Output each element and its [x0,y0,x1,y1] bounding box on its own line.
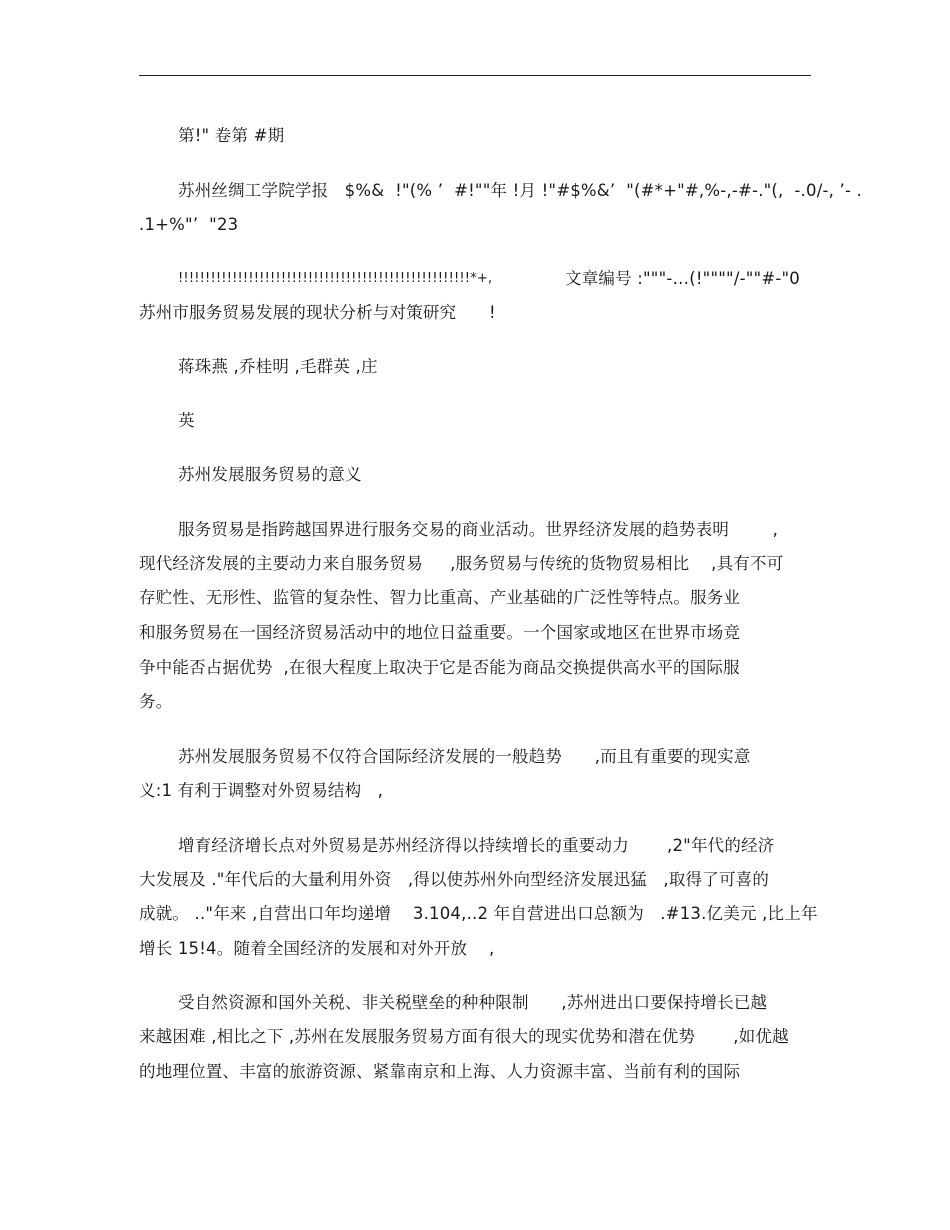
journal-info-line-2: .1+%"’ "23 [139,215,239,234]
paragraph-3-line: 增长 15!4。随着全国经济的发展和对外开放 , [139,939,495,958]
separator-marks: !!!!!!!!!!!!!!!!!!!!!!!!!!!!!!!!!!!!!!!!!!!!!!!!!!!!!!*+, [178,271,493,286]
paragraph-4-line: 受自然资源和国外关税、非关税壁垒的种种限制 ,苏州进出口要保持增长已越 [178,993,768,1012]
paragraph-1-line: 和服务贸易在一国经济贸易活动中的地位日益重要。一个国家或地区在世界市场竞 [139,623,741,642]
paragraph-1-line: 存贮性、无形性、监管的复杂性、智力比重高、产业基础的广泛性等特点。服务业 [139,588,741,607]
paragraph-1-line: 争中能否占据优势 ,在很大程度上取决于它是否能为商品交换提供高水平的国际服 [139,658,740,677]
article-title: 苏州市服务贸易发展的现状分析与对策研究 ! [139,303,496,322]
paragraph-4-line: 的地理位置、丰富的旅游资源、紧靠南京和上海、人力资源丰富、当前有利的国际 [139,1062,741,1081]
journal-info-line-1: 苏州丝绸工学院学报 $%& !"(% ’ #!""年 !月 !"#$%&’ "(#*+"#,%-,-#-."(, ‐.0/-, ’- . [178,181,862,200]
paragraph-1-line: 现代经济发展的主要动力来自服务贸易 ,服务贸易与传统的货物贸易相比 ,具有不可 [139,554,784,573]
paragraph-2-line: 苏州发展服务贸易不仅符合国际经济发展的一般趋势 ,而且有重要的现实意 [178,747,751,766]
paragraph-4-line: 来越困难 ,相比之下 ,苏州在发展服务贸易方面有很大的现实优势和潜在优势 ,如优越 [139,1027,789,1046]
paragraph-1-line: 服务贸易是指跨越国界进行服务交易的商业活动。世界经济发展的趋势表明 , [178,520,779,539]
paragraph-1-line: 务。 [139,692,173,711]
paragraph-3-line: 成就。 .."年来 ,自营出口年均递增 3.104,..2 年自营进出口总额为 .#13.亿美元 ,比上年 [139,904,818,923]
paragraph-3-line: 大发展及 ."年代后的大量利用外资 ,得以使苏州外向型经济发展迅猛 ,取得了可喜的 [139,870,770,889]
authors-line-1: 蒋珠燕 ,乔桂明 ,毛群英 ,庄 [178,357,378,376]
header-rule [139,75,811,76]
section-heading: 苏州发展服务贸易的意义 [178,465,362,484]
paragraph-2-line: 义:1 有利于调整对外贸易结构 , [139,781,384,800]
volume-issue: 第!" 卷第 #期 [178,126,285,145]
article-number: 文章编号 :"""-…(!""""/-""#-"0 [565,269,800,288]
authors-line-2: 英 [178,411,195,430]
paragraph-3-line: 增育经济增长点对外贸易是苏州经济得以持续增长的重要动力 ,2"年代的经济 [178,836,775,855]
